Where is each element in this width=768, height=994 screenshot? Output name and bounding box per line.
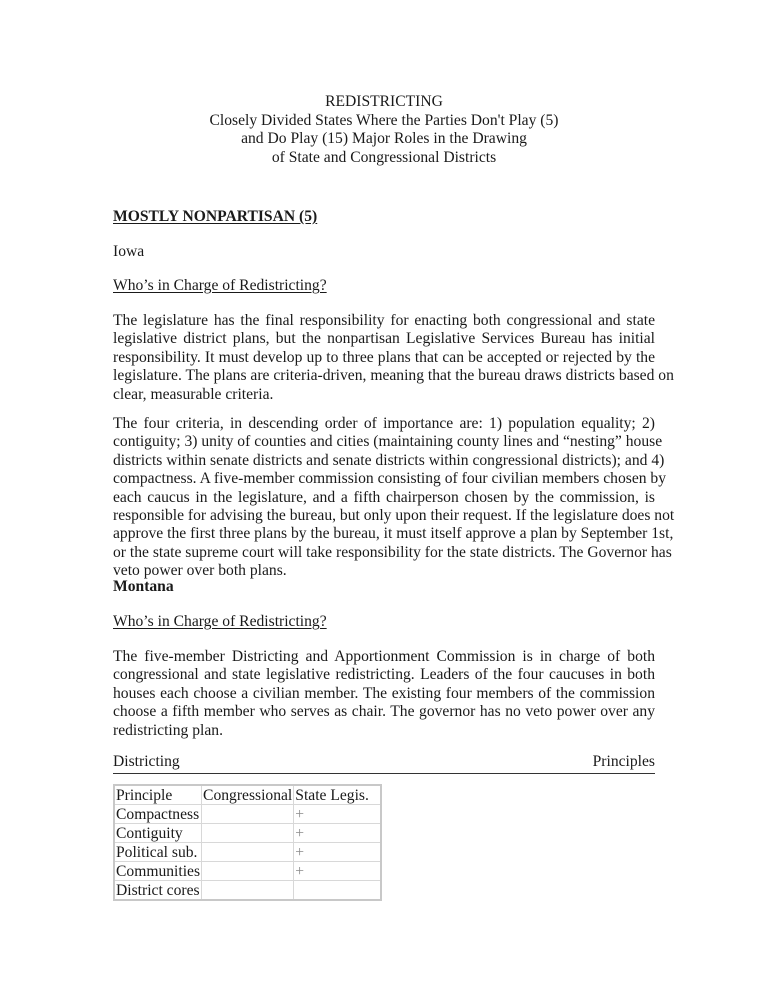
text-line: districts within senate districts and senate districts within congressional districts); and 4) (113, 451, 665, 469)
title-line-1: REDISTRICTING (325, 93, 443, 110)
montana-state-name: Montana (113, 578, 174, 595)
districting-principles-table (113, 784, 382, 901)
title-line-3: and Do Play (15) Major Roles in the Drawing (241, 130, 527, 147)
table-row (114, 843, 381, 862)
table-cell: + (294, 862, 382, 881)
text-line: veto power over both plans. (113, 562, 287, 580)
text-line: clear, measurable criteria. (113, 385, 274, 403)
table-header-cell: Principle (114, 785, 202, 805)
text-line: approve the first three plans by the bureau, it must itself approve a plan by September 1st, (113, 525, 674, 543)
montana-paragraph-1 (113, 648, 655, 740)
table-cell (294, 881, 382, 901)
table-cell (202, 805, 294, 824)
section-heading: MOSTLY NONPARTISAN (5) (113, 208, 318, 225)
text-line: houses each choose a civilian member. The existing four members of the commission (113, 684, 655, 702)
table-row (114, 862, 381, 881)
table-cell: Compactness (114, 805, 202, 824)
iowa-paragraph-1 (113, 312, 674, 404)
table-row (114, 881, 381, 901)
title-line-2: Closely Divided States Where the Parties Don't Play (5) (209, 111, 559, 129)
text-line: contiguity; 3) unity of counties and cities (maintaining county lines and “nesting” house (113, 433, 663, 451)
text-line: legislature. The plans are criteria-driven, meaning that the bureau draws districts based on (113, 367, 674, 385)
text-line: compactness. A five-member commission consisting of four civilian members chosen by (113, 470, 667, 488)
text-line: responsibility. It must develop up to three plans that can be accepted or rejected by the (113, 348, 655, 366)
table-row (114, 805, 381, 824)
table-header-cell: Congressional (203, 786, 293, 804)
table-cell (202, 824, 294, 843)
principles-heading-right: Principles (592, 753, 655, 770)
table-cell: + (294, 843, 382, 862)
table-cell: Communities (116, 862, 201, 880)
table-cell (202, 881, 294, 901)
text-line: choose a fifth member who serves as chair. The governor has no veto power over any (113, 703, 655, 721)
text-line: responsible for advising the bureau, but only upon their request. If the legislature does not (113, 507, 675, 525)
text-line: legislative district plans, but the nonpartisan Legislative Services Bureau has initial (113, 330, 655, 348)
text-line: redistricting plan. (113, 721, 223, 739)
text-line: The legislature has the final responsibility for enacting both congressional and state (113, 312, 655, 329)
table-row (114, 824, 381, 843)
table-cell: + (294, 824, 382, 843)
table-cell (202, 843, 294, 862)
text-line: or the state supreme court will take responsibility for the state districts. The Governor has (113, 543, 672, 561)
table-cell: Political sub. (114, 843, 202, 862)
table-cell: + (294, 805, 382, 824)
document-title (113, 93, 655, 167)
text-line: congressional and state legislative redistricting. Leaders of the four caucuses in both (113, 666, 655, 684)
montana-subheading: Who’s in Charge of Redistricting? (113, 613, 327, 630)
table-cell: District cores (116, 881, 200, 899)
iowa-state-name: Iowa (113, 243, 145, 260)
iowa-subheading: Who’s in Charge of Redistricting? (113, 277, 327, 294)
iowa-paragraph-2 (113, 415, 675, 581)
title-line-4: of State and Congressional Districts (271, 148, 497, 166)
text-line: The four criteria, in descending order of importance are: 1) population equality; 2) (113, 415, 655, 432)
table-cell (202, 862, 294, 881)
table-header-row (114, 785, 381, 805)
text-line: The five-member Districting and Apportionment Commission is in charge of both (113, 648, 655, 665)
districting-principles-heading (113, 753, 655, 774)
principles-heading-left: Districting (113, 753, 180, 770)
text-line: each caucus in the legislature, and a fifth chairperson chosen by the commission, is (113, 488, 655, 506)
table-header-cell: State Legis. (294, 785, 382, 805)
table-cell: Contiguity (114, 824, 202, 843)
